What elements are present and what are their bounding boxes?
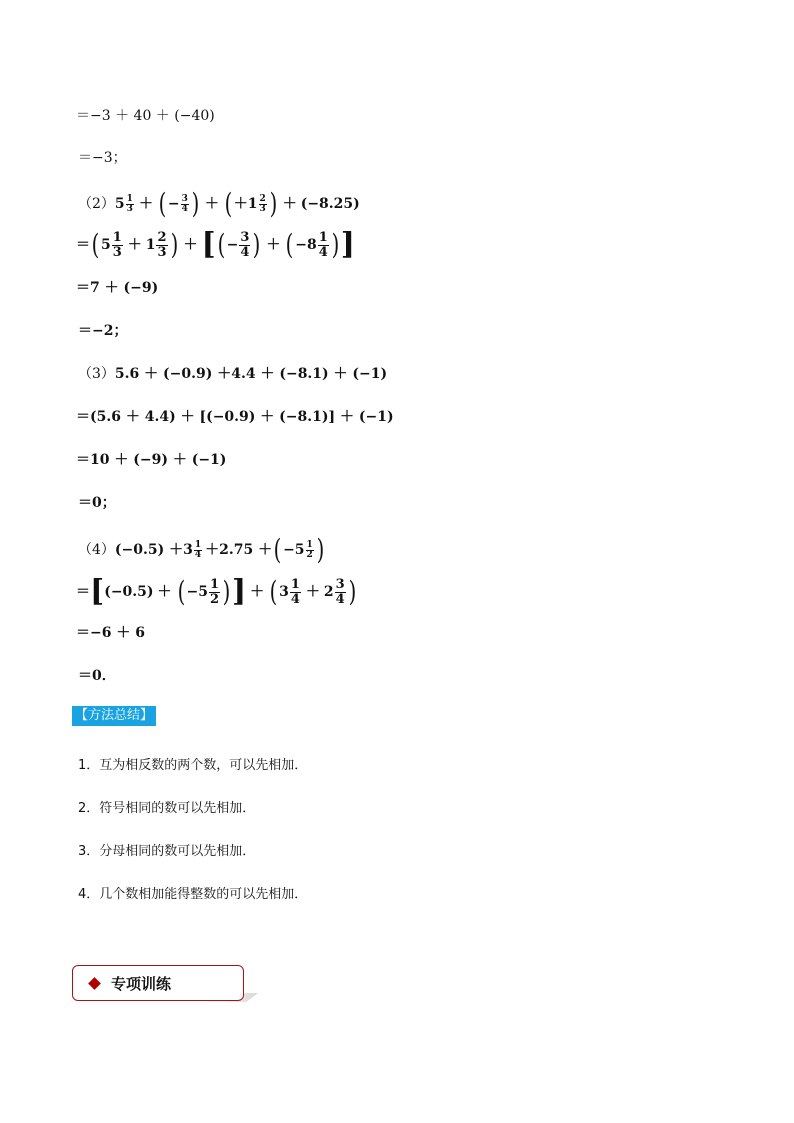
solution-line-8: ＝(5.6 ＋ 4.4) ＋ [(−0.9) ＋ (−8.1)] ＋ (−1) [76,409,394,425]
method-item-1: 1．互为相反数的两个数，可以先相加． [78,758,308,773]
fraction: 2 3 [259,193,266,214]
solution-line-13: ＝−6 ＋ 6 [76,625,145,641]
problem-3-line: （3） 5.6 ＋ (−0.9) ＋4.4 ＋ (−8.1) ＋ (−1) [78,366,388,382]
fraction: 3 4 [335,576,345,607]
section-header-box [72,965,244,1001]
problem-4-line: （4） (−0.5) ＋3 1 4 ＋2.75 ＋ ( − 5 1 2 ) [78,533,325,566]
solution-line-5: ＝7 ＋ (−9) [76,280,159,296]
diamond-icon [88,977,101,990]
method-summary-tag: 【方法总结】 [72,706,156,726]
solution-line-10: ＝0； [78,495,116,511]
method-item-3: 3．分母相同的数可以先相加． [78,844,256,859]
fraction: 1 4 [318,229,328,260]
fraction: 1 2 [209,576,220,607]
solution-line-6: ＝−2； [78,323,128,339]
fraction: 1 4 [290,576,300,607]
fraction: 1 3 [112,229,122,260]
solution-line-9: ＝10 ＋ (−9) ＋ (−1) [76,452,227,468]
fraction: 1 2 [306,539,313,560]
fraction: 3 4 [240,229,250,260]
problem-2-label: （2） [78,196,115,212]
method-item-4: 4．几个数相加能得整数的可以先相加． [78,887,308,902]
problem-4-regroup: ＝ [ (−0.5) ＋ ( − 5 1 2 ) ] ＋ ( 3 1 4 ＋ 2 3 4 ) [76,574,356,609]
fraction: 2 3 [157,229,167,260]
problem-2-regroup: ＝ ( 5 1 3 ＋ 1 2 3 ) ＋ [ ( − 3 4 ) ＋ ( − 8 1 4 ) ] [76,227,355,262]
fraction: 1 4 [194,539,202,560]
problem-4-label: （4） [78,542,115,558]
problem-3-label: （3） [78,366,115,382]
fraction: 1 3 [126,193,133,214]
solution-line-2: ＝−3； [78,150,127,166]
mixed-whole: 5 [114,196,125,212]
solution-line-1: ＝−3 ＋ 40 ＋ (−40) [76,108,215,124]
solution-line-14: ＝0． [78,668,116,684]
method-item-2: 2．符号相同的数可以先相加． [78,801,256,816]
problem-2-line: （2） 5 1 3 ＋ ( − 3 4 ) ＋ ( ＋ 1 2 3 ) ＋ (−8.25) [78,187,360,220]
section-title: 专项训练 [111,974,172,993]
fraction: 3 4 [181,193,188,214]
